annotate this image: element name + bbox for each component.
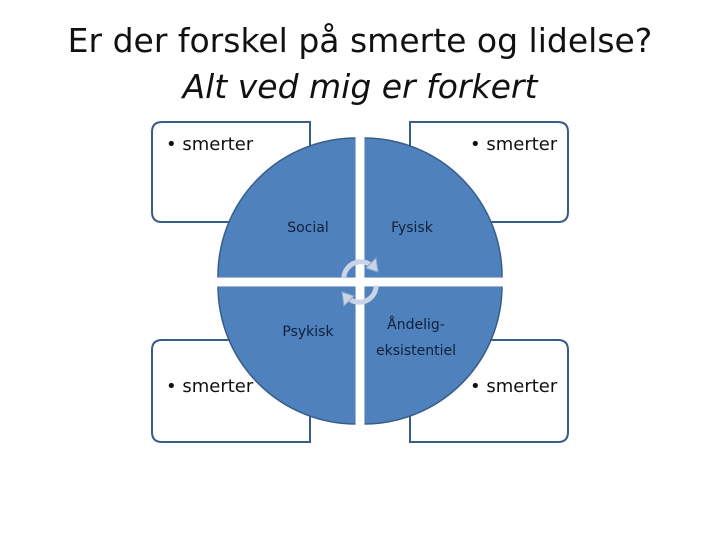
title-line-2: Alt ved mig er forkert [182, 67, 538, 106]
corner-label-bottom-left: • smerter [166, 376, 254, 397]
quadrant-label-aandelig-line-1: Åndelig- [387, 317, 445, 333]
quadrant-label-aandelig [370, 312, 462, 364]
corner-label-top-right: • smerter [470, 134, 558, 155]
quadrant-label-fysisk: Fysisk [391, 220, 433, 236]
corner-label-bottom-right: • smerter [470, 376, 558, 397]
quadrant-label-aandelig-line-2: eksistentiel [375, 343, 457, 359]
corner-label-top-left: • smerter [166, 134, 254, 155]
title-line-1: Er der forskel på smerte og lidelse? [67, 21, 653, 60]
quadrant-label-psykisk: Psykisk [282, 324, 334, 340]
quadrant-label-social: Social [287, 220, 329, 236]
